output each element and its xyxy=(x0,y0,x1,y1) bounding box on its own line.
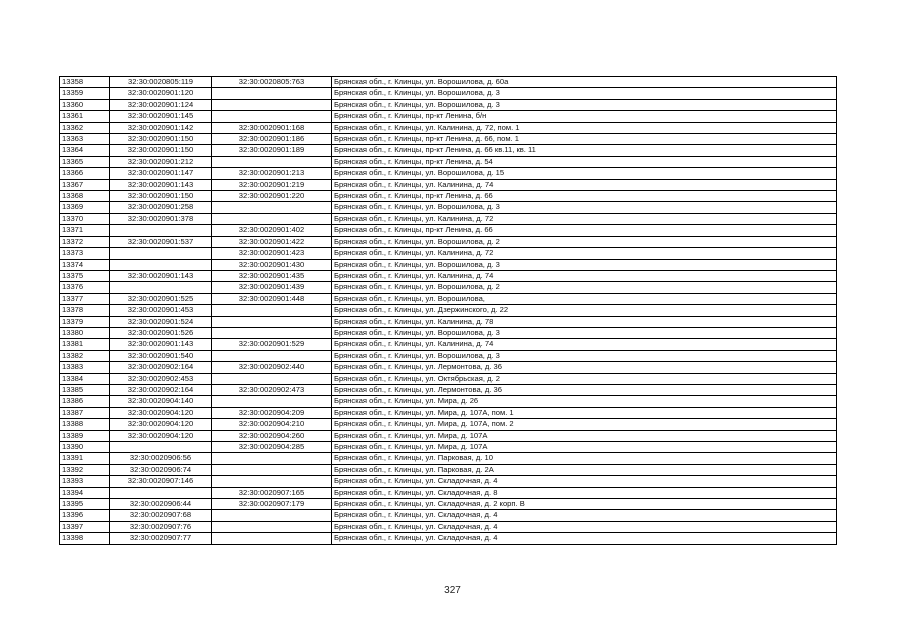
parcel-number-cell: 32:30:0020904:140 xyxy=(110,396,212,407)
row-number-cell: 13370 xyxy=(60,213,110,224)
parcel-number-cell: 32:30:0020901:150 xyxy=(110,145,212,156)
object-number-cell xyxy=(212,476,332,487)
address-cell: Брянская обл., г. Клинцы, пр-кт Ленина, д. 54 xyxy=(332,156,837,167)
parcel-number-cell: 32:30:0020906:44 xyxy=(110,499,212,510)
object-number-cell: 32:30:0020901:448 xyxy=(212,293,332,304)
object-number-cell xyxy=(212,521,332,532)
row-number-cell: 13368 xyxy=(60,191,110,202)
parcel-number-cell: 32:30:0020901:143 xyxy=(110,270,212,281)
parcel-number-cell: 32:30:0020901:150 xyxy=(110,191,212,202)
object-number-cell: 32:30:0020901:168 xyxy=(212,122,332,133)
table-row xyxy=(60,442,837,453)
parcel-number-cell: 32:30:0020901:143 xyxy=(110,339,212,350)
table-row xyxy=(60,499,837,510)
object-number-cell: 32:30:0020902:473 xyxy=(212,384,332,395)
parcel-number-cell: 32:30:0020907:146 xyxy=(110,476,212,487)
address-cell: Брянская обл., г. Клинцы, ул. Складочная, д. 4 xyxy=(332,510,837,521)
parcel-number-cell: 32:30:0020901:143 xyxy=(110,179,212,190)
parcel-number-cell: 32:30:0020902:164 xyxy=(110,362,212,373)
parcel-number-cell: 32:30:0020901:147 xyxy=(110,168,212,179)
registry-table xyxy=(59,76,837,545)
row-number-cell: 13360 xyxy=(60,99,110,110)
object-number-cell xyxy=(212,453,332,464)
parcel-number-cell: 32:30:0020904:120 xyxy=(110,407,212,418)
parcel-number-cell: 32:30:0020901:258 xyxy=(110,202,212,213)
object-number-cell: 32:30:0020901:430 xyxy=(212,259,332,270)
address-cell: Брянская обл., г. Клинцы, ул. Калинина, д. 72 xyxy=(332,248,837,259)
table-row xyxy=(60,521,837,532)
address-cell: Брянская обл., г. Клинцы, ул. Мира, д. 26 xyxy=(332,396,837,407)
address-cell: Брянская обл., г. Клинцы, пр-кт Ленина, д. 66 xyxy=(332,191,837,202)
row-number-cell: 13386 xyxy=(60,396,110,407)
address-cell: Брянская обл., г. Клинцы, ул. Ворошилова, д. 3 xyxy=(332,350,837,361)
table-row xyxy=(60,122,837,133)
row-number-cell: 13395 xyxy=(60,499,110,510)
row-number-cell: 13363 xyxy=(60,134,110,145)
row-number-cell: 13387 xyxy=(60,407,110,418)
row-number-cell: 13367 xyxy=(60,179,110,190)
table-row xyxy=(60,362,837,373)
address-cell: Брянская обл., г. Клинцы, ул. Ворошилова, д. 3 xyxy=(332,259,837,270)
parcel-number-cell: 32:30:0020907:77 xyxy=(110,533,212,544)
address-cell: Брянская обл., г. Клинцы, ул. Ворошилова, д. 60а xyxy=(332,77,837,88)
parcel-number-cell: 32:30:0020906:74 xyxy=(110,464,212,475)
object-number-cell: 32:30:0020904:285 xyxy=(212,442,332,453)
object-number-cell: 32:30:0020901:422 xyxy=(212,236,332,247)
object-number-cell xyxy=(212,350,332,361)
address-cell: Брянская обл., г. Клинцы, ул. Мира, д. 107А xyxy=(332,430,837,441)
table-row xyxy=(60,350,837,361)
address-cell: Брянская обл., г. Клинцы, ул. Ворошилова, д. 3 xyxy=(332,99,837,110)
address-cell: Брянская обл., г. Клинцы, ул. Калинина, д. 78 xyxy=(332,316,837,327)
row-number-cell: 13372 xyxy=(60,236,110,247)
address-cell: Брянская обл., г. Клинцы, ул. Ворошилова, д. 2 xyxy=(332,236,837,247)
table-row xyxy=(60,419,837,430)
table-row xyxy=(60,156,837,167)
object-number-cell xyxy=(212,464,332,475)
address-cell: Брянская обл., г. Клинцы, ул. Лермонтова, д. 36 xyxy=(332,362,837,373)
row-number-cell: 13375 xyxy=(60,270,110,281)
parcel-number-cell: 32:30:0020907:68 xyxy=(110,510,212,521)
table-row xyxy=(60,339,837,350)
address-cell: Брянская обл., г. Клинцы, ул. Парковая, д. 10 xyxy=(332,453,837,464)
table-row xyxy=(60,533,837,544)
table-row xyxy=(60,225,837,236)
table-row xyxy=(60,88,837,99)
object-number-cell: 32:30:0020902:440 xyxy=(212,362,332,373)
address-cell: Брянская обл., г. Клинцы, ул. Калинина, д. 74 xyxy=(332,339,837,350)
object-number-cell: 32:30:0020901:186 xyxy=(212,134,332,145)
parcel-number-cell: 32:30:0020906:56 xyxy=(110,453,212,464)
address-cell: Брянская обл., г. Клинцы, ул. Калинина, д. 74 xyxy=(332,270,837,281)
address-cell: Брянская обл., г. Клинцы, ул. Ворошилова, д. 15 xyxy=(332,168,837,179)
address-cell: Брянская обл., г. Клинцы, ул. Мира, д. 107А xyxy=(332,442,837,453)
object-number-cell: 32:30:0020901:435 xyxy=(212,270,332,281)
address-cell: Брянская обл., г. Клинцы, ул. Калинина, д. 72 xyxy=(332,213,837,224)
parcel-number-cell: 32:30:0020901:526 xyxy=(110,327,212,338)
parcel-number-cell: 32:30:0020901:453 xyxy=(110,305,212,316)
table-row xyxy=(60,213,837,224)
parcel-number-cell: 32:30:0020901:525 xyxy=(110,293,212,304)
table-row xyxy=(60,145,837,156)
object-number-cell xyxy=(212,156,332,167)
object-number-cell: 32:30:0020904:209 xyxy=(212,407,332,418)
address-cell: Брянская обл., г. Клинцы, пр-кт Ленина, б/н xyxy=(332,111,837,122)
parcel-number-cell xyxy=(110,487,212,498)
table-row xyxy=(60,99,837,110)
table-row xyxy=(60,305,837,316)
table-row xyxy=(60,236,837,247)
parcel-number-cell xyxy=(110,282,212,293)
object-number-cell xyxy=(212,316,332,327)
row-number-cell: 13381 xyxy=(60,339,110,350)
object-number-cell: 32:30:0020901:220 xyxy=(212,191,332,202)
table-row xyxy=(60,476,837,487)
parcel-number-cell: 32:30:0020902:164 xyxy=(110,384,212,395)
registry-table-body xyxy=(60,77,837,545)
address-cell: Брянская обл., г. Клинцы, ул. Складочная, д. 2 корп. В xyxy=(332,499,837,510)
object-number-cell xyxy=(212,510,332,521)
table-row xyxy=(60,327,837,338)
address-cell: Брянская обл., г. Клинцы, ул. Складочная, д. 4 xyxy=(332,521,837,532)
row-number-cell: 13377 xyxy=(60,293,110,304)
table-row xyxy=(60,453,837,464)
table-row xyxy=(60,282,837,293)
address-cell: Брянская обл., г. Клинцы, ул. Мира, д. 107А, пом. 2 xyxy=(332,419,837,430)
row-number-cell: 13376 xyxy=(60,282,110,293)
row-number-cell: 13362 xyxy=(60,122,110,133)
table-row xyxy=(60,134,837,145)
row-number-cell: 13384 xyxy=(60,373,110,384)
table-row xyxy=(60,259,837,270)
address-cell: Брянская обл., г. Клинцы, ул. Складочная, д. 8 xyxy=(332,487,837,498)
object-number-cell: 32:30:0020901:219 xyxy=(212,179,332,190)
address-cell: Брянская обл., г. Клинцы, ул. Складочная, д. 4 xyxy=(332,476,837,487)
object-number-cell: 32:30:0020904:260 xyxy=(212,430,332,441)
row-number-cell: 13390 xyxy=(60,442,110,453)
parcel-number-cell: 32:30:0020901:124 xyxy=(110,99,212,110)
table-row xyxy=(60,179,837,190)
row-number-cell: 13396 xyxy=(60,510,110,521)
table-row xyxy=(60,464,837,475)
row-number-cell: 13366 xyxy=(60,168,110,179)
parcel-number-cell: 32:30:0020901:524 xyxy=(110,316,212,327)
object-number-cell xyxy=(212,396,332,407)
parcel-number-cell: 32:30:0020902:453 xyxy=(110,373,212,384)
table-row xyxy=(60,407,837,418)
table-row xyxy=(60,384,837,395)
parcel-number-cell: 32:30:0020904:120 xyxy=(110,419,212,430)
row-number-cell: 13391 xyxy=(60,453,110,464)
object-number-cell: 32:30:0020907:165 xyxy=(212,487,332,498)
address-cell: Брянская обл., г. Клинцы, ул. Ворошилова, д. 3 xyxy=(332,202,837,213)
table-row xyxy=(60,191,837,202)
row-number-cell: 13394 xyxy=(60,487,110,498)
parcel-number-cell: 32:30:0020901:212 xyxy=(110,156,212,167)
table-row xyxy=(60,430,837,441)
parcel-number-cell xyxy=(110,442,212,453)
object-number-cell xyxy=(212,373,332,384)
parcel-number-cell xyxy=(110,248,212,259)
row-number-cell: 13392 xyxy=(60,464,110,475)
row-number-cell: 13393 xyxy=(60,476,110,487)
row-number-cell: 13371 xyxy=(60,225,110,236)
object-number-cell xyxy=(212,202,332,213)
table-row xyxy=(60,316,837,327)
object-number-cell xyxy=(212,305,332,316)
parcel-number-cell: 32:30:0020901:145 xyxy=(110,111,212,122)
parcel-number-cell: 32:30:0020901:540 xyxy=(110,350,212,361)
address-cell: Брянская обл., г. Клинцы, ул. Ворошилова, д. 3 xyxy=(332,327,837,338)
address-cell: Брянская обл., г. Клинцы, ул. Ворошилова, д. 3 xyxy=(332,88,837,99)
object-number-cell: 32:30:0020907:179 xyxy=(212,499,332,510)
object-number-cell: 32:30:0020901:189 xyxy=(212,145,332,156)
address-cell: Брянская обл., г. Клинцы, пр-кт Ленина, д. 66, пом. 1 xyxy=(332,134,837,145)
table-row xyxy=(60,168,837,179)
row-number-cell: 13373 xyxy=(60,248,110,259)
object-number-cell: 32:30:0020901:213 xyxy=(212,168,332,179)
object-number-cell: 32:30:0020901:402 xyxy=(212,225,332,236)
table-row xyxy=(60,373,837,384)
table-row xyxy=(60,202,837,213)
table-row xyxy=(60,487,837,498)
row-number-cell: 13364 xyxy=(60,145,110,156)
object-number-cell: 32:30:0020901:529 xyxy=(212,339,332,350)
row-number-cell: 13358 xyxy=(60,77,110,88)
table-row xyxy=(60,270,837,281)
parcel-number-cell xyxy=(110,259,212,270)
parcel-number-cell: 32:30:0020805:119 xyxy=(110,77,212,88)
table-row xyxy=(60,111,837,122)
table-row xyxy=(60,396,837,407)
address-cell: Брянская обл., г. Клинцы, ул. Калинина, д. 74 xyxy=(332,179,837,190)
parcel-number-cell: 32:30:0020904:120 xyxy=(110,430,212,441)
parcel-number-cell: 32:30:0020901:142 xyxy=(110,122,212,133)
object-number-cell xyxy=(212,213,332,224)
address-cell: Брянская обл., г. Клинцы, ул. Ворошилова, xyxy=(332,293,837,304)
parcel-number-cell xyxy=(110,225,212,236)
row-number-cell: 13397 xyxy=(60,521,110,532)
table-row xyxy=(60,510,837,521)
parcel-number-cell: 32:30:0020907:76 xyxy=(110,521,212,532)
address-cell: Брянская обл., г. Клинцы, ул. Октябрьская, д. 2 xyxy=(332,373,837,384)
object-number-cell xyxy=(212,88,332,99)
address-cell: Брянская обл., г. Клинцы, ул. Парковая, д. 2А xyxy=(332,464,837,475)
row-number-cell: 13378 xyxy=(60,305,110,316)
address-cell: Брянская обл., г. Клинцы, ул. Мира, д. 107А, пом. 1 xyxy=(332,407,837,418)
parcel-number-cell: 32:30:0020901:378 xyxy=(110,213,212,224)
address-cell: Брянская обл., г. Клинцы, пр-кт Ленина, д. 66 xyxy=(332,225,837,236)
row-number-cell: 13388 xyxy=(60,419,110,430)
object-number-cell xyxy=(212,111,332,122)
row-number-cell: 13382 xyxy=(60,350,110,361)
address-cell: Брянская обл., г. Клинцы, ул. Дзержинского, д. 22 xyxy=(332,305,837,316)
address-cell: Брянская обл., г. Клинцы, ул. Складочная, д. 4 xyxy=(332,533,837,544)
table-row xyxy=(60,248,837,259)
row-number-cell: 13374 xyxy=(60,259,110,270)
object-number-cell xyxy=(212,327,332,338)
object-number-cell xyxy=(212,99,332,110)
row-number-cell: 13369 xyxy=(60,202,110,213)
object-number-cell: 32:30:0020901:423 xyxy=(212,248,332,259)
address-cell: Брянская обл., г. Клинцы, ул. Ворошилова, д. 2 xyxy=(332,282,837,293)
parcel-number-cell: 32:30:0020901:150 xyxy=(110,134,212,145)
table-row xyxy=(60,293,837,304)
row-number-cell: 13379 xyxy=(60,316,110,327)
address-cell: Брянская обл., г. Клинцы, ул. Калинина, д. 72, пом. 1 xyxy=(332,122,837,133)
object-number-cell: 32:30:0020901:439 xyxy=(212,282,332,293)
row-number-cell: 13383 xyxy=(60,362,110,373)
page-number: 327 xyxy=(444,585,461,596)
row-number-cell: 13385 xyxy=(60,384,110,395)
row-number-cell: 13365 xyxy=(60,156,110,167)
row-number-cell: 13359 xyxy=(60,88,110,99)
row-number-cell: 13389 xyxy=(60,430,110,441)
object-number-cell xyxy=(212,533,332,544)
parcel-number-cell: 32:30:0020901:120 xyxy=(110,88,212,99)
table-row xyxy=(60,77,837,88)
object-number-cell: 32:30:0020805:763 xyxy=(212,77,332,88)
address-cell: Брянская обл., г. Клинцы, ул. Лермонтова, д. 36 xyxy=(332,384,837,395)
row-number-cell: 13380 xyxy=(60,327,110,338)
parcel-number-cell: 32:30:0020901:537 xyxy=(110,236,212,247)
object-number-cell: 32:30:0020904:210 xyxy=(212,419,332,430)
row-number-cell: 13361 xyxy=(60,111,110,122)
address-cell: Брянская обл., г. Клинцы, пр-кт Ленина, д. 66 кв.11, кв. 11 xyxy=(332,145,837,156)
row-number-cell: 13398 xyxy=(60,533,110,544)
